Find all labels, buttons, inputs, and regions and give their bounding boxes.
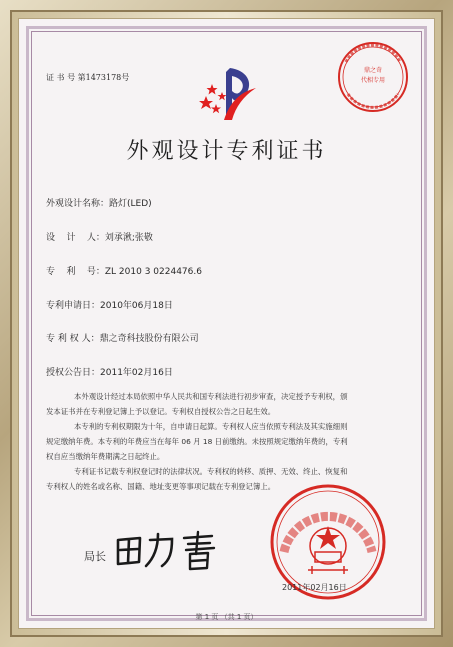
company-stamp: [336, 40, 410, 114]
field-value: 鼎之奇科技股份有限公司: [99, 334, 199, 344]
field-value: 刘承湫;张敬: [104, 233, 153, 243]
body-paragraph: 规定缴纳年费。本专利的年费应当在每年 06 月 18 日前缴纳。未按照规定缴纳年费的，专利: [46, 437, 348, 446]
emblem-star: [207, 84, 218, 95]
sipo-emblem-icon: [196, 62, 260, 124]
field-label: 外观设计名称：: [46, 199, 110, 209]
body-paragraph: 本外观设计经过本局依照中华人民共和国专利法进行初步审查，决定授予专利权，颁: [74, 392, 348, 401]
field-label: 专 利 权 人：: [46, 334, 100, 344]
body-paragraph: 本专利的专利权期限为十年，自申请日起算。专利权人应当依照专利法及其实施细则: [74, 422, 348, 431]
certificate-number: 证 书 号 第1473178号: [46, 73, 130, 82]
field-value: 路灯(LED): [109, 199, 152, 209]
field-value: 2011年02月16日: [100, 368, 173, 378]
field-value: 2010年06月18日: [100, 301, 173, 311]
field-grant-date: [46, 365, 173, 378]
emblem-star: [218, 92, 227, 100]
director-label: 局长: [84, 550, 106, 563]
svg-text:鼎之奇: 鼎之奇: [363, 67, 383, 74]
field-design-name: [46, 196, 152, 209]
field-value: ZL 2010 3 0224476.6: [104, 267, 202, 277]
emblem-star: [199, 96, 213, 109]
field-designer: [46, 230, 153, 243]
field-label: 设 计 人：: [46, 233, 105, 243]
body-paragraph: 发本证书并在专利登记簿上予以登记。专利权自授权公告之日起生效。: [46, 407, 276, 416]
body-paragraph: 专利权人的姓名或名称、国籍、地址变更等事项记载在专利登记簿上。: [46, 482, 276, 491]
field-label: 授权公告日：: [46, 368, 101, 378]
seal-date: 2011年02月16日: [282, 583, 347, 592]
body-paragraph: 权自应当缴纳年费期满之日起终止。: [46, 452, 165, 461]
field-patent-number: [46, 264, 202, 277]
field-label: 专利申请日：: [46, 301, 101, 311]
field-filing-date: [46, 298, 173, 311]
field-patentee: [46, 331, 199, 344]
body-paragraph: 专利证书记载专利权登记时的法律状况。专利权的转移、质押、无效、终止、恢复和: [74, 467, 348, 476]
director-signature: [112, 528, 222, 572]
certificate-title: 外观设计专利证书: [126, 139, 327, 164]
svg-text:代相专用: 代相专用: [360, 77, 386, 84]
emblem-star: [211, 104, 221, 113]
field-label: 专 利 号：: [46, 267, 105, 277]
page-footer: 第 1 页 （共 1 页）: [195, 613, 258, 621]
